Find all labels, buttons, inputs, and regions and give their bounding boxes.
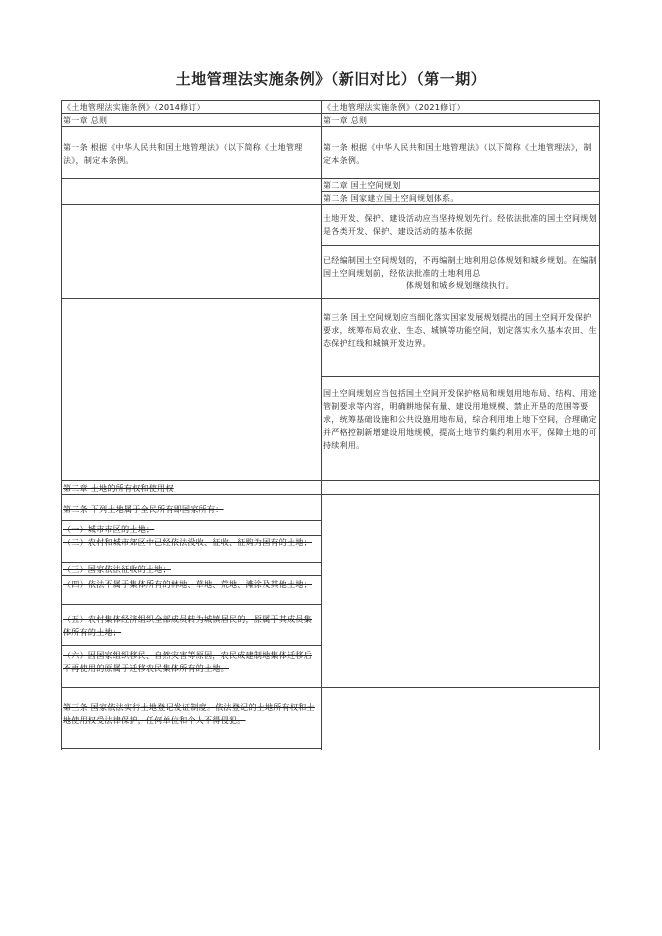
old-item-4: （四）依法不属于集体所有的林地、草地、荒地、滩涂及其他土地； [63, 580, 312, 589]
header-left: 《土地管理法实施条例》（2014修订） [63, 103, 206, 112]
ch2-right: 第二章 国土空间规划 [323, 181, 401, 190]
art2-para2: 已经编制国土空间规划的，不再编制土地利用总体规划和城乡规划。在编制国土空间规划前，经依法批准的土地利用总 [323, 256, 597, 278]
page-title: 土地管理法实施条例》（新旧对比）（第一期） [175, 70, 487, 88]
table-border-right [599, 100, 600, 750]
ch1-right: 第一章 总则 [323, 116, 368, 125]
old-item-5: （五）农村集体经济组织全部成员转为城镇居民的，原属于其成员集体所有的土地； [63, 615, 312, 637]
header-right: 《土地管理法实施条例》（2021修订） [323, 103, 466, 112]
old-art3: 第三条 国家依法实行土地登记发证制度。依法登记的土地所有权和土地使用权受法律保护，任何单位和个人不得侵犯。 [63, 703, 315, 725]
row-line [61, 126, 600, 127]
row-line [61, 204, 600, 205]
art1-right: 第一条 根据《中华人民共和国土地管理法》（以下简称《土地管理法》，制定本条例。 [323, 143, 592, 165]
old-item-6: （六）因国家组织移民、自然灾害等原因，农民成建制地集体迁移后不再使用的原属于迁移农民集体所有的土地。 [63, 651, 312, 673]
old-item-2: （二）农村和城市郊区中已经依法没收、征收、征购为国有的土地； [63, 538, 312, 547]
old-art2: 第二条 下列土地属于全民所有即国家所有： [63, 505, 224, 514]
row-line [321, 245, 599, 246]
row-line [61, 748, 321, 749]
row-line [61, 604, 321, 605]
art2-para1: 土地开发、保护、建设活动应当坚持规划先行。经依法批准的国土空间规划是各类开发、保护、建设活动的基本依据 [323, 214, 597, 236]
row-line [61, 520, 321, 521]
art3-para2: 国土空间规划应当包括国土空间开发保护格局和规划用地布局、结构、用途管制要求等内容，明确耕地保有量、建设用地规模、禁止开垦的范围等要求，统筹基础设施和公共设施用地布局，综合利用地上地下空间，合理确定并严格控制新增建设用地规模，提高土地节约集约利用水平，保障土地的可持续利用。 [323, 389, 597, 450]
art1-left: 第一条 根据《中华人民共和国土地管理法》（以下简称《土地管理法》，制定本条例。 [63, 143, 303, 165]
row-line [61, 575, 321, 576]
row-line [61, 687, 600, 688]
art2-para2-end: 体规划和城乡规划继续执行。 [406, 281, 514, 290]
row-line [321, 376, 599, 377]
old-item-1: （一）城市市区的土地； [63, 525, 155, 534]
row-line [61, 494, 600, 495]
art2-right: 第二条 国家建立国土空间规划体系。 [323, 194, 459, 203]
old-item-3: （三）国家依法征收的土地； [63, 565, 171, 574]
ch1-left: 第一章 总则 [63, 116, 108, 125]
old-ch2: 第二章 土地的所有权和使用权 [63, 484, 174, 493]
art3-right: 第三条 国土空间规划应当细化落实国家发展规划提出的国土空间开发保护要求，统筹布局农业、生态、城镇等功能空间，划定落实永久基本农田、生态保护红线和城镇开发边界。 [323, 313, 597, 348]
row-line [61, 298, 600, 299]
row-line [61, 645, 321, 646]
